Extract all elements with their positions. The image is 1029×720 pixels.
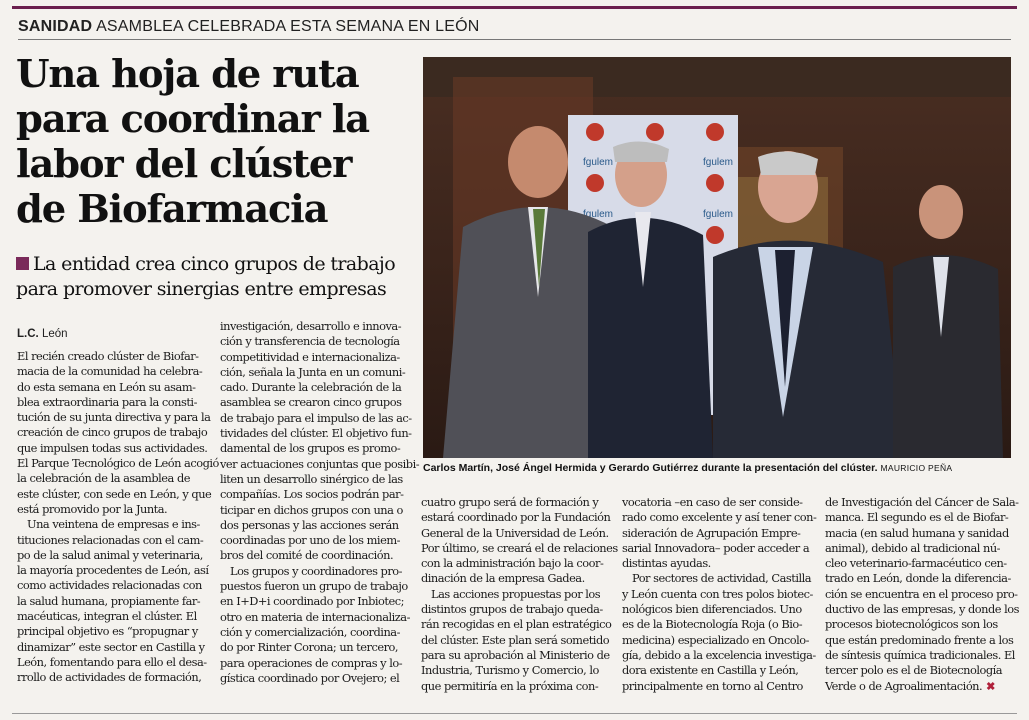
kicker-divider — [18, 39, 1011, 40]
photo-credit: MAURICIO PEÑA — [880, 463, 953, 473]
body-text-line: para su aprobación al Ministerio de — [421, 647, 610, 662]
body-text-line: para operaciones de compras y lo- — [220, 655, 403, 670]
body-text-line: este clúster, con sede en León, y que — [17, 486, 212, 501]
body-text-line: animal), debido al tradicional nú- — [825, 540, 1001, 555]
photo-scene — [423, 57, 1011, 458]
body-text-line: nológicos bien diferenciados. Uno — [622, 602, 802, 617]
body-text-line: Una veintena de empresas e ins- — [27, 517, 200, 532]
subheadline-line: para promover sinergias entre empresas — [16, 278, 387, 300]
body-text-line: sarial Innovadora– poder acceder a — [622, 540, 810, 555]
body-column-1 — [17, 349, 219, 686]
body-text-line: blea extraordinaria para la consti- — [17, 394, 197, 409]
body-text-line: macéuticas, integran el clúster. El — [17, 609, 197, 624]
body-text-line: dinamizar” este sector en Castilla y — [17, 639, 205, 654]
body-text-line: ción, señala la Junta en un comuni- — [220, 364, 406, 379]
body-text-line: la celebración de la asamblea de — [17, 471, 190, 486]
body-text-line: bros del comité de coordinación. — [220, 548, 394, 563]
body-text-line: ver actuaciones conjuntas que posibi- — [220, 456, 420, 471]
body-text-line: tercer polo es el de Biotecnología — [825, 663, 1003, 678]
photo-caption — [423, 462, 1013, 474]
body-text-line: damental de los grupos es promo- — [220, 441, 401, 456]
section-subtitle: ASAMBLEA CELEBRADA ESTA SEMANA EN LEÓN — [96, 18, 480, 35]
body-text-line: Las acciones propuestas por los — [431, 586, 601, 601]
body-column-5 — [825, 495, 1019, 694]
body-text-line: ción y comercialización, coordina- — [220, 624, 400, 639]
byline — [17, 328, 68, 340]
body-text-line: distintos grupos de trabajo queda- — [421, 602, 603, 617]
body-text-line: tividades del clúster. El objetivo fun- — [220, 426, 412, 441]
banner-label: fgulem — [583, 209, 614, 220]
body-text-line: rado como excelente y así tener con- — [622, 510, 817, 525]
body-text-line: Verde o de Agroalimentación. — [825, 678, 983, 693]
body-text-line: medicina) especializado en Oncolo- — [622, 632, 809, 647]
body-text-line: tituciones relacionadas con el cam- — [17, 532, 204, 547]
subheadline-line: La entidad crea cinco grupos de trabajo — [33, 253, 396, 275]
body-text-line: que permitiría en la próxima con- — [421, 678, 599, 693]
body-text-line: otro en materia de internacionaliza- — [220, 609, 410, 624]
body-text-line: Por último, se creará el de relaciones — [421, 540, 618, 555]
caption-text: Carlos Martín, José Ángel Hermida y Gerardo Gutiérrez durante la presentación del clúster. — [423, 462, 878, 474]
body-text-line: es de la Biotecnología Roja (o Bio- — [622, 617, 803, 632]
body-text-line: con la administración bajo la coor- — [421, 556, 604, 571]
body-text-line: puestos fueron un grupo de trabajo — [220, 579, 408, 594]
body-text-line: cleo veterinario-farmacéutico cen- — [825, 556, 1007, 571]
body-text-line: Industria, Turismo y Comercio, lo — [421, 663, 599, 678]
section-kicker — [18, 18, 480, 36]
body-text-line: dora existente en Castilla y León, — [622, 663, 799, 678]
body-text-line: y León cuenta con tres polos biotec- — [622, 586, 813, 601]
body-text-line: de trabajo para el impulso de las ac- — [220, 410, 412, 425]
subheadline — [16, 252, 416, 302]
body-text-line: rrollo de actividades de formación, — [17, 670, 202, 685]
headline-line: de Biofarmacia — [16, 187, 328, 232]
body-text-line: vocatoria –en caso de ser conside- — [622, 495, 803, 509]
body-text-line: Por sectores de actividad, Castilla — [632, 571, 812, 586]
body-text-line: gía, debido a la excelencia investiga- — [622, 647, 816, 662]
body-text-line: po de la salud animal y veterinaria, — [17, 547, 203, 562]
body-text-line: de Investigación del Cáncer de Sala- — [825, 495, 1019, 509]
body-text-line: cado. Durante la celebración de la — [220, 380, 402, 395]
body-text-line: do esta semana en León su asam- — [17, 379, 196, 394]
body-column-2 — [220, 319, 420, 686]
banner-label: fgulem — [703, 157, 734, 168]
body-text-line: gística coordinado por Ovejero; el — [220, 670, 400, 685]
body-text-line: que están predominado frente a los — [825, 632, 1014, 647]
headline — [16, 52, 421, 232]
body-text-line: como actividades relacionadas con — [17, 578, 202, 593]
headline-line: labor del clúster — [16, 142, 352, 187]
body-text-line: de síntesis química tradicionales. El — [825, 647, 1015, 662]
body-text-line: la mayoría procedentes de León, así — [17, 563, 209, 578]
body-text-line: dos personas y las acciones serán — [220, 517, 399, 532]
body-text-line: asamblea se crearon cinco grupos — [220, 395, 402, 410]
body-text-line: tución de su junta directiva y para la — [17, 410, 211, 425]
body-text-line: distintas ayudas. — [622, 556, 711, 571]
body-text-line: la salud humana, propiamente far- — [17, 593, 201, 608]
body-text-line: está promovido por la Junta. — [17, 501, 168, 516]
body-text-line: procesos biotecnológicos son los — [825, 617, 998, 632]
body-text-line: cuatro grupo será de formación y — [421, 495, 599, 509]
end-mark-icon: ✖ — [986, 679, 995, 693]
body-text-line: manca. El segundo es el de Biofar- — [825, 510, 1009, 525]
byline-author: L.C. — [17, 328, 39, 340]
body-text-line: General de la Universidad de León. — [421, 525, 609, 540]
body-text-line: en I+D+i coordinado por Inbiotec; — [220, 594, 404, 609]
bullet-square-icon — [16, 257, 29, 270]
body-text-line: do por Rinter Corona; un tercero, — [220, 640, 398, 655]
body-text-line: macia (en salud humana y sanidad — [825, 525, 1009, 540]
body-text-line: principal objetivo es “propugnar y — [17, 624, 198, 639]
top-accent-rule — [12, 6, 1017, 9]
body-text-line: del clúster. Este plan será sometido — [421, 632, 610, 647]
body-text-line: trado en León, donde la diferencia- — [825, 571, 1011, 586]
body-text-line: El recién creado clúster de Biofar- — [17, 349, 199, 363]
body-text-line: coordinadas por uno de los miem- — [220, 533, 400, 548]
body-text-line: El Parque Tecnológico de León acogió — [17, 456, 219, 471]
body-text-line: principalmente en torno al Centro — [622, 678, 803, 693]
section-label: SANIDAD — [18, 18, 93, 35]
body-text-line: Los grupos y coordinadores pro- — [230, 563, 402, 578]
body-text-line: que impulsen todas sus actividades. — [17, 440, 208, 455]
body-text-line: ción se encuentra en el proceso pro- — [825, 586, 1018, 601]
body-text-line: estará coordinado por la Fundación — [421, 510, 611, 525]
body-text-line: compañías. Los socios podrán par- — [220, 487, 404, 502]
body-text-line: investigación, desarrollo e innova- — [220, 319, 402, 333]
news-photo — [423, 57, 1011, 458]
body-text-line: rán recogidas en el plan estratégico — [421, 617, 612, 632]
body-text-line: sideración de Agrupación Empre- — [622, 525, 801, 540]
bottom-divider — [12, 713, 1017, 714]
banner-label: fgulem — [583, 157, 614, 168]
body-text-line: creación de cinco grupos de trabajo — [17, 425, 208, 440]
body-text-line: ductivo de las empresas, y donde los — [825, 602, 1019, 617]
headline-line: Una hoja de ruta — [16, 52, 359, 97]
body-text-line: macia de la comunidad ha celebra- — [17, 364, 203, 379]
headline-line: para coordinar la — [16, 97, 369, 142]
body-text-line: competitividad e internacionaliza- — [220, 349, 400, 364]
byline-place: León — [41, 328, 68, 340]
body-text-line: León, fomentando para ello el desa- — [17, 654, 207, 669]
body-text-line: ticipar en dichos grupos con una o — [220, 502, 403, 517]
body-text-line: liten un desarrollo sinérgico de las — [220, 471, 403, 486]
body-text-line: dinación de la empresa Gadea. — [421, 571, 585, 586]
body-text-line: ción y transferencia de tecnología — [220, 334, 400, 349]
banner-label: fgulem — [703, 209, 734, 220]
body-column-3 — [421, 495, 618, 694]
body-column-4 — [622, 495, 817, 694]
